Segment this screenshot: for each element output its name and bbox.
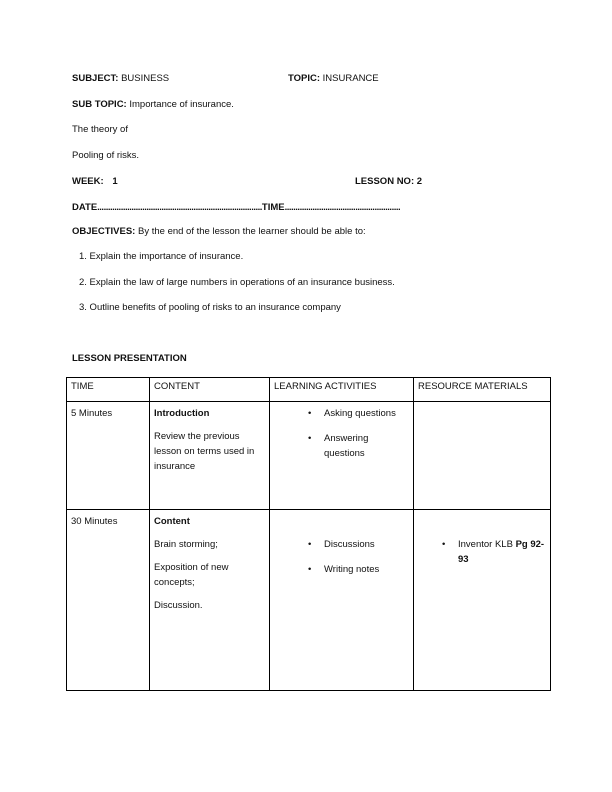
time-cell: 5 Minutes: [67, 402, 150, 510]
objectives-line: [72, 226, 366, 237]
column-header-time: TIME: [67, 378, 150, 402]
lesson-presentation-heading: LESSON PRESENTATION: [72, 353, 187, 364]
objective-item: 3. Outline benefits of pooling of risks to an insurance company: [79, 302, 341, 313]
table-row: [67, 402, 551, 510]
week-label: WEEK:: [72, 176, 104, 187]
lesson-plan-table: [66, 377, 551, 691]
date-time-line: [72, 202, 400, 213]
subject-label: SUBJECT:: [72, 73, 119, 84]
content-cell: [150, 402, 270, 510]
week-value: 1: [112, 176, 118, 187]
column-header-activities: LEARNING ACTIVITIES: [270, 378, 414, 402]
table-header-row: [67, 378, 551, 402]
content-title: Introduction: [154, 408, 210, 419]
subtopic-value: Importance of insurance.: [129, 99, 234, 110]
subtopic-label: SUB TOPIC:: [72, 99, 127, 110]
content-text: Review the previous lesson on terms used in insurance: [154, 431, 255, 472]
topic-line: [288, 73, 379, 84]
content-cell: [150, 510, 270, 691]
activity-item: • Writing notes: [308, 562, 409, 577]
activities-cell: [270, 402, 414, 510]
subject-value: BUSINESS: [121, 73, 170, 84]
pooling-line: Pooling of risks.: [72, 150, 140, 161]
time-label: TIME: [261, 202, 285, 213]
lesson-number: LESSON NO: 2: [355, 176, 423, 187]
subtopic-line: [72, 99, 234, 110]
column-header-content: CONTENT: [150, 378, 270, 402]
date-label: DATE: [72, 202, 98, 213]
table-row: [67, 510, 551, 691]
topic-value: INSURANCE: [322, 73, 379, 84]
activities-cell: [270, 510, 414, 691]
resources-cell: [414, 510, 551, 691]
topic-label: TOPIC:: [288, 73, 321, 84]
content-line: Brain storming;: [154, 539, 218, 550]
resource-item: [442, 537, 546, 567]
content-line: Discussion.: [154, 600, 203, 611]
objectives-label: OBJECTIVES:: [72, 226, 136, 237]
theory-line: The theory of: [72, 124, 128, 135]
resource-prefix: Inventor KLB: [458, 539, 513, 550]
date-dots: .............................................................................: [97, 202, 262, 213]
objectives-intro: By the end of the lesson the learner should be able to:: [138, 226, 366, 237]
column-header-resources: RESOURCE MATERIALS: [414, 378, 551, 402]
objective-item: 2. Explain the law of large numbers in operations of an insurance business.: [79, 277, 395, 288]
resources-cell: [414, 402, 551, 510]
activity-item: • Discussions: [308, 537, 409, 552]
objective-item: 1. Explain the importance of insurance.: [79, 251, 244, 262]
activity-item: • Answering questions: [308, 431, 409, 461]
time-cell: 30 Minutes: [67, 510, 150, 691]
content-line: Exposition of new concepts;: [154, 562, 229, 588]
activity-item: • Asking questions: [308, 406, 409, 421]
resource-page-ref: Pg 92-93: [458, 539, 545, 565]
content-title: Content: [154, 516, 190, 527]
time-dots: ......................................................: [284, 202, 401, 213]
subject-line: [72, 73, 169, 84]
week-line: [72, 176, 118, 187]
